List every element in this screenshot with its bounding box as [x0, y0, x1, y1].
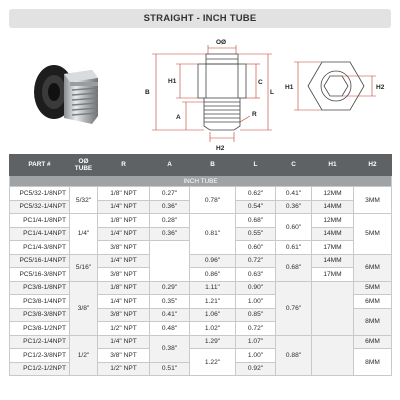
cell-h1: 14MM [312, 200, 354, 214]
cell-a: 0.35" [150, 295, 190, 309]
cell-b: 1.11" [190, 281, 236, 295]
cell-a [150, 241, 190, 282]
cell-l: 0.60" [236, 241, 276, 255]
cell-c: 0.76" [276, 281, 312, 335]
label-r: R [252, 111, 257, 118]
cell-l: 0.62" [236, 187, 276, 201]
cell-a: 0.36" [150, 227, 190, 241]
cell-c: 0.60" [276, 214, 312, 241]
cell-part: PC1/2-1/2NPT [10, 362, 70, 376]
cell-tube: 1/2" [70, 335, 98, 376]
cell-h2: 5MM [354, 281, 392, 295]
table-row [10, 214, 392, 228]
cell-h1 [312, 335, 354, 376]
cell-part: PC3/8-1/4NPT [10, 295, 70, 309]
col-header-r: R [98, 155, 150, 176]
table-row [10, 268, 392, 282]
cell-l: 1.07" [236, 335, 276, 349]
cell-b: 1.21" [190, 295, 236, 309]
section-label: INCH TUBE [10, 176, 392, 187]
cell-c: 0.36" [276, 200, 312, 214]
cell-l: 0.54" [236, 200, 276, 214]
cell-h1: 14MM [312, 227, 354, 241]
page-title: STRAIGHT - INCH TUBE [9, 9, 391, 28]
cell-a: 0.51" [150, 362, 190, 376]
cell-r: 1/8" NPT [98, 214, 150, 228]
label-c: C [258, 79, 263, 86]
label-od: OØ [216, 39, 227, 46]
col-header-h1: H1 [312, 155, 354, 176]
cell-h1: 17MM [312, 241, 354, 255]
label-b: B [145, 89, 150, 96]
cell-h1: 14MM [312, 254, 354, 268]
cell-l: 1.00" [236, 295, 276, 309]
cell-c: 0.41" [276, 187, 312, 201]
cell-b: 1.29" [190, 335, 236, 349]
cell-h1 [312, 281, 354, 335]
cell-r: 1/8" NPT [98, 281, 150, 295]
cell-h2: 6MM [354, 254, 392, 281]
fitting-photo [24, 58, 112, 142]
cell-r: 1/4" NPT [98, 200, 150, 214]
cell-l: 0.63" [236, 268, 276, 282]
cell-h1: 17MM [312, 268, 354, 282]
cell-a: 0.29" [150, 281, 190, 295]
cell-r: 1/4" NPT [98, 295, 150, 309]
table-row [10, 335, 392, 349]
cell-part: PC3/8-1/2NPT [10, 322, 70, 336]
cell-part: PC5/16-3/8NPT [10, 268, 70, 282]
col-header-b: B [190, 155, 236, 176]
label-l: L [270, 89, 274, 96]
cell-l: 0.72" [236, 322, 276, 336]
cell-l: 1.00" [236, 349, 276, 363]
cell-l: 0.72" [236, 254, 276, 268]
cell-l: 0.68" [236, 214, 276, 228]
section-row [10, 176, 392, 187]
cell-r: 3/8" NPT [98, 268, 150, 282]
table-row [10, 187, 392, 201]
label-end-h1: H1 [285, 84, 294, 91]
cell-l: 0.90" [236, 281, 276, 295]
cell-part: PC1/2-1/4NPT [10, 335, 70, 349]
cell-r: 1/2" NPT [98, 322, 150, 336]
cell-tube: 5/16" [70, 254, 98, 281]
cell-b: 0.96" [190, 254, 236, 268]
cell-r: 3/8" NPT [98, 308, 150, 322]
cell-r: 1/4" NPT [98, 335, 150, 349]
col-header-a: A [150, 155, 190, 176]
col-header-tube: OØ TUBE [70, 155, 98, 176]
cell-b: 0.81" [190, 214, 236, 255]
cell-part: PC5/16-1/4NPT [10, 254, 70, 268]
cell-tube: 1/4" [70, 214, 98, 255]
col-header-h2: H2 [354, 155, 392, 176]
technical-drawing [140, 36, 390, 152]
cell-r: 1/4" NPT [98, 254, 150, 268]
cell-part: PC3/8-1/8NPT [10, 281, 70, 295]
cell-c: 0.68" [276, 254, 312, 281]
cell-tube: 5/32" [70, 187, 98, 214]
cell-r: 1/4" NPT [98, 227, 150, 241]
cell-r: 1/8" NPT [98, 187, 150, 201]
cell-l: 0.85" [236, 308, 276, 322]
cell-h2: 8MM [354, 349, 392, 376]
table-row [10, 254, 392, 268]
label-end-h2: H2 [376, 84, 385, 91]
cell-c: 0.88" [276, 335, 312, 376]
cell-b: 1.02" [190, 322, 236, 336]
cell-h2: 5MM [354, 214, 392, 255]
cell-h2: 3MM [354, 187, 392, 214]
cell-tube: 3/8" [70, 281, 98, 335]
col-header-l: L [236, 155, 276, 176]
cell-l: 0.55" [236, 227, 276, 241]
cell-h2: 8MM [354, 308, 392, 335]
cell-a: 0.41" [150, 308, 190, 322]
cell-a: 0.27" [150, 187, 190, 201]
col-header-part: PART # [10, 155, 70, 176]
cell-a: 0.48" [150, 322, 190, 336]
cell-r: 3/8" NPT [98, 241, 150, 255]
cell-part: PC3/8-3/8NPT [10, 308, 70, 322]
spec-table [9, 154, 392, 376]
label-a: A [176, 114, 181, 121]
cell-r: 3/8" NPT [98, 349, 150, 363]
cell-part: PC5/32-1/4NPT [10, 200, 70, 214]
label-h2: H2 [216, 145, 225, 152]
cell-h2: 6MM [354, 295, 392, 309]
cell-c: 0.61" [276, 241, 312, 255]
cell-b: 1.06" [190, 308, 236, 322]
cell-h1: 12MM [312, 214, 354, 228]
cell-part: PC1/4-1/4NPT [10, 227, 70, 241]
table-row [10, 281, 392, 295]
cell-l: 0.92" [236, 362, 276, 376]
col-header-c: C [276, 155, 312, 176]
table-header-row [10, 155, 392, 176]
cell-a: 0.38" [150, 335, 190, 362]
cell-h2: 6MM [354, 335, 392, 349]
cell-part: PC5/32-1/8NPT [10, 187, 70, 201]
cell-part: PC1/4-1/8NPT [10, 214, 70, 228]
cell-part: PC1/4-3/8NPT [10, 241, 70, 255]
cell-b: 1.22" [190, 349, 236, 376]
cell-a: 0.28" [150, 214, 190, 228]
cell-r: 1/2" NPT [98, 362, 150, 376]
cell-part: PC1/2-3/8NPT [10, 349, 70, 363]
cell-b: 0.78" [190, 187, 236, 214]
cell-a: 0.36" [150, 200, 190, 214]
cell-h1: 12MM [312, 187, 354, 201]
label-h1: H1 [168, 78, 177, 85]
cell-b: 0.86" [190, 268, 236, 282]
